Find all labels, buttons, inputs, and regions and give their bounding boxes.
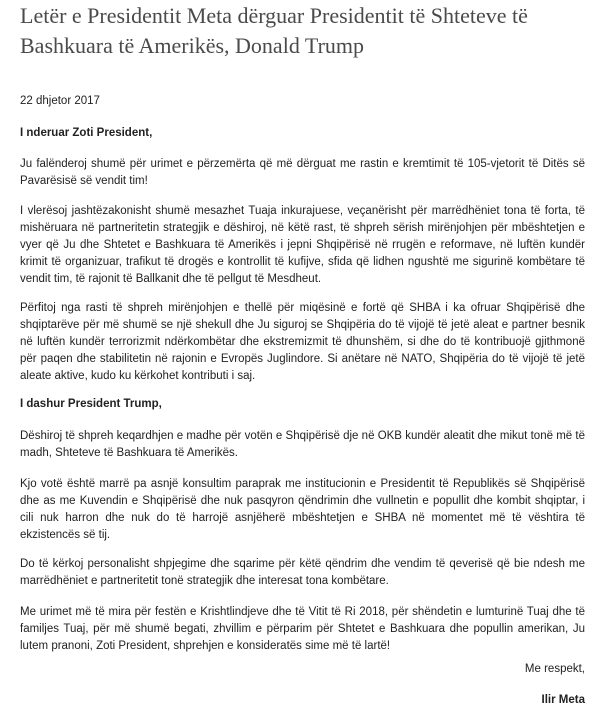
paragraph-friendship: Përfitoj nga rasti të shpreh mirënjohjen e thellë për miqësinë e fortë që SHBA i ka ofruar Shqipërisë dhe shqiptarëve për më shumë se një shekull dhe Ju siguroj se Shqipëria do të vijojë të jetë aleat e partner besnik në luftën kundër terrorizmit ndërkombëtar dhe ekstremizmit të dhunshëm, si dhe do të kontribuojë gjithmonë për paqen dhe stabilitetin në rajonin e Evropës Juglindore. Si anëtare në NATO, Shqipëria do të vijojë të jetë aleate aktive, kudo ku kërkohet kontributi i saj. <box>20 302 585 382</box>
paragraph-vote: Kjo votë është marrë pa asnjë konsultim paraprak me institucionin e Presidentit të Republikës së Shqipërisë dhe as me Kuvendin e Shqipërisë dhe nuk pasqyron qëndrimin dhe vullnetin e popullit dhe kombit shqiptar, i cili nuk harron dhe nuk do të harrojë asnjëherë mbështetjen e SHBA në momentet më të vështira të ekzistencës së tij. <box>20 478 585 541</box>
paragraph-wishes: Me urimet më të mira për festën e Krishtlindjeve dhe të Vitit të Ri 2018, për shëndetin e lumturinë Tuaj dhe të familjes Tuaj, për më shumë begati, zhvillim e përparim për Shtetet e Bashkuara dhe popullin amerikan, Ju lutem pranoni, Zoti President, shprehjen e konsideratës sime më të lartë! <box>20 606 585 652</box>
salutation-2: I dashur President Trump, <box>20 398 162 410</box>
closing-text: Me respekt, <box>524 663 585 675</box>
letter-date: 22 dhjetor 2017 <box>20 95 100 107</box>
signature: Ilir Meta <box>541 694 585 706</box>
paragraph-regret: Dëshiroj të shpreh keqardhjen e madhe për votën e Shqipërisë dje në OKB kundër aleatit dhe mikut tonë më të madh, Shtetevе të Bashkuara të Amerikës. <box>20 430 585 459</box>
page-title: Letër e Presidentit Meta dërguar Presidentit të Shteteve të Bashkuara të Amerikës, Donald Trump <box>20 3 528 58</box>
paragraph-appreciation: I vlerësoj jashtëzakonisht shumë mesazhet Tuaja inkurajuese, veçanërisht për marrëdhëniet tona të forta, të mishëruara në partneritetin strategjik e dëshiroj, në këtë rast, të shpreh sërish mirënjohjen për mbështetjen e vyer që Ju dhe Shtetet e Bashkuara të Amerikës i jepni Shqipërisë në rrugën e reformave, në luftën kundër krimit të organizuar, trafikut të drogës e kontrollit të kufijve, sfida që lidhen ngushtë me sigurinë kombëtare të vendit tim, të rajonit të Ballkanit dhe të pellgut të Mesdheut. <box>20 205 585 285</box>
paragraph-thanks: Ju falënderoj shumë për urimet e përzemërta që më dërguat me rastin e kremtimit të 105-vjetorit të Ditës së Pavarësisë së vendit tim! <box>20 158 585 187</box>
salutation-1: I nderuar Zoti President, <box>20 127 153 139</box>
paragraph-explanations: Do të kërkoj personalisht shpjegime dhe sqarime për këtë qëndrim dhe vendim të qeverisë që bie ndesh me marrëdhëniet e partneritetit tonë strategjik dhe interesat tona kombëtare. <box>20 558 585 587</box>
